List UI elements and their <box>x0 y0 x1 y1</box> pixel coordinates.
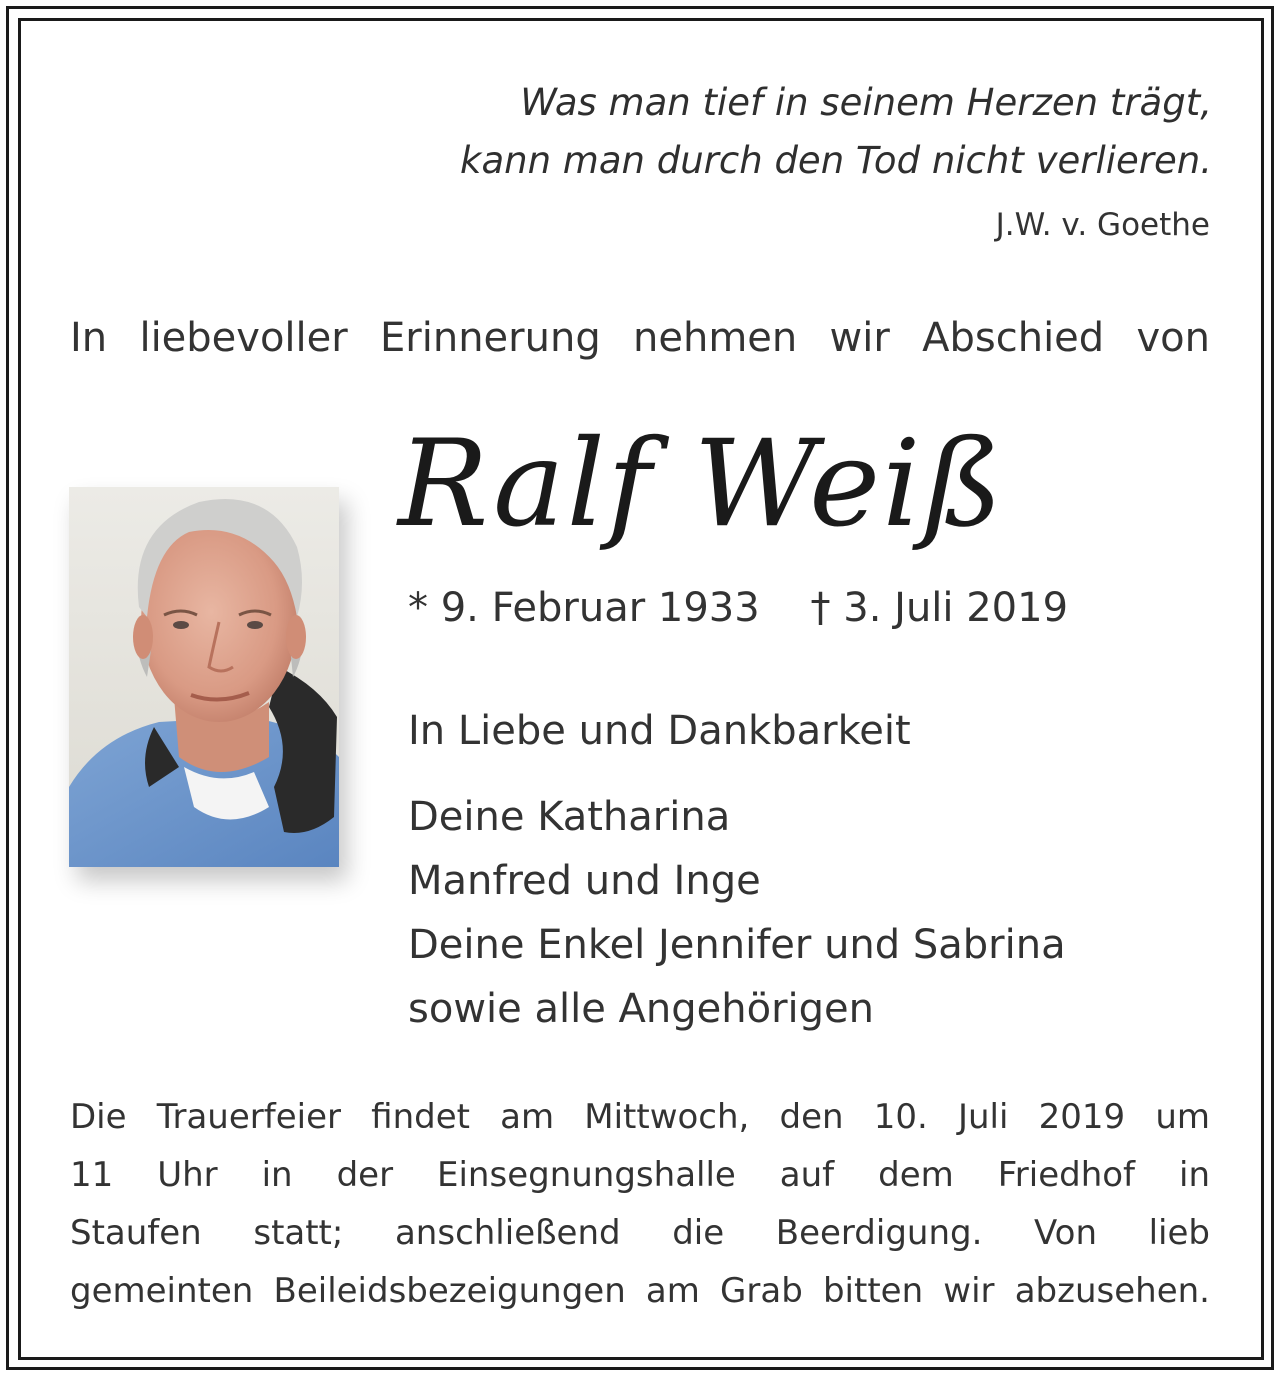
portrait-photo <box>69 487 339 867</box>
family-line: Manfred und Inge <box>408 858 761 904</box>
family-line: Deine Katharina <box>408 794 731 840</box>
death-date: † 3. Juli 2019 <box>810 585 1069 631</box>
quote-line-1: Was man tief in seinem Herzen trägt, <box>520 81 1212 124</box>
service-line: Staufen statt; anschließend die Beerdigung. Von lieb <box>70 1213 1210 1253</box>
intro-text: In liebevoller Erinnerung nehmen wir Abschied von <box>70 315 1210 361</box>
service-line: gemeinten Beileidsbezeigungen am Grab bitten wir abzusehen. <box>70 1271 1210 1311</box>
life-dates <box>408 585 1068 631</box>
thanks-line: In Liebe und Dankbarkeit <box>408 708 911 754</box>
service-line: Die Trauerfeier findet am Mittwoch, den 10. Juli 2019 um <box>70 1097 1210 1137</box>
service-line: 11 Uhr in der Einsegnungshalle auf dem Friedhof in <box>70 1155 1210 1195</box>
family-line: sowie alle Angehörigen <box>408 986 874 1032</box>
birth-date: * 9. Februar 1933 <box>408 585 760 631</box>
funeral-service-text <box>70 1088 1210 1320</box>
family-line: Deine Enkel Jennifer und Sabrina <box>408 922 1066 968</box>
quote-author: J.W. v. Goethe <box>995 207 1210 243</box>
quote-line-2: kann man durch den Tod nicht verlieren. <box>460 139 1212 182</box>
family-list <box>408 785 1066 1041</box>
deceased-name: Ralf Weiß <box>398 415 1005 554</box>
goethe-quote <box>460 74 1212 190</box>
